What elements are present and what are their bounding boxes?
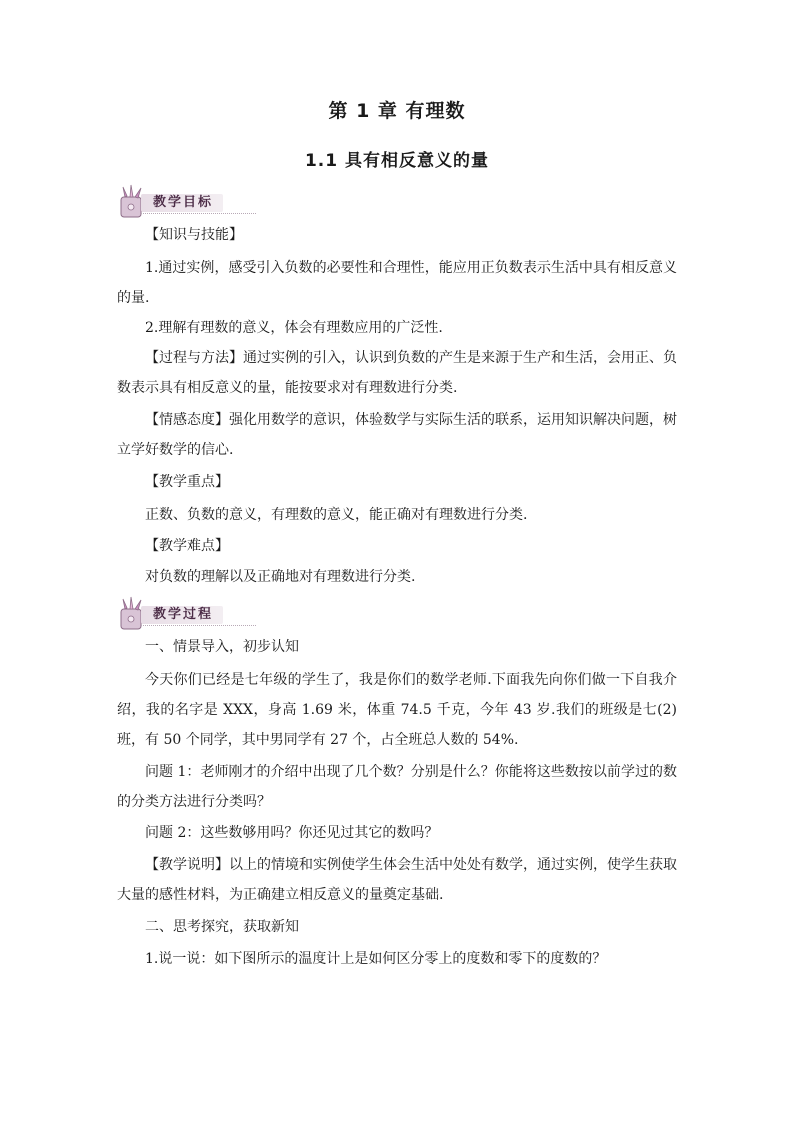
intro-paragraph: 今天你们已经是七年级的学生了，我是你们的数学老师.下面我先向你们做一下自我介绍，我的名字是 XXX，身高 1.69 米，体重 74.5 千克，今年 43 岁.我们的班级是七(2)班，有 50 个同学，其中男同学有 27 个，占全班总人数的 54%. [117,672,677,748]
say-prompt: 1.说一说：如下图所示的温度计上是如何区分零上的度数和零下的度数的？ [145,951,607,967]
difficulty-text: 对负数的理解以及正确地对有理数进行分类. [145,569,416,585]
key-points-text: 正数、负数的意义，有理数的意义，能正确对有理数进行分类. [145,507,528,523]
process-banner [117,595,247,631]
section-title: 1.1 具有相反意义的量 [304,151,490,171]
key-points-heading: 【教学重点】 [145,474,229,490]
question-1: 问题 1：老师刚才的介绍中出现了几个数？分别是什么？你能将这些数按以前学过的数的分类方法进行分类吗？ [117,764,677,810]
part2-heading: 二、思考探究，获取新知 [145,919,299,935]
chapter-title: 第 1 章 有理数 [328,100,466,122]
process-label: 教学过程 [153,607,214,622]
process-method: 【过程与方法】通过实例的引入，认识到负数的产生是来源于生产和生活，会用正、负数表示具有相反意义的量，能按要求对有理数进行分类. [117,350,677,396]
difficulty-heading: 【教学难点】 [145,538,229,554]
emotional-attitude: 【情感态度】强化用数学的意识，体验数学与实际生活的联系，运用知识解决问题，树立学好数学的信心. [117,412,677,458]
objectives-label: 教学目标 [153,195,214,210]
knowledge-item-1: 1.通过实例，感受引入负数的必要性和合理性，能应用正负数表示生活中具有相反意义的量. [117,260,677,306]
objectives-banner [117,183,247,219]
teaching-explanation: 【教学说明】以上的情境和实例使学生体会生活中处处有数学，通过实例，使学生获取大量的感性材料，为正确建立相反意义的量奠定基础. [117,857,677,903]
part1-heading: 一、情景导入，初步认知 [145,639,299,655]
knowledge-item-2: 2.理解有理数的意义，体会有理数应用的广泛性. [145,320,443,336]
knowledge-heading: 【知识与技能】 [145,227,243,243]
question-2: 问题 2：这些数够用吗？你还见过其它的数吗？ [145,825,439,841]
